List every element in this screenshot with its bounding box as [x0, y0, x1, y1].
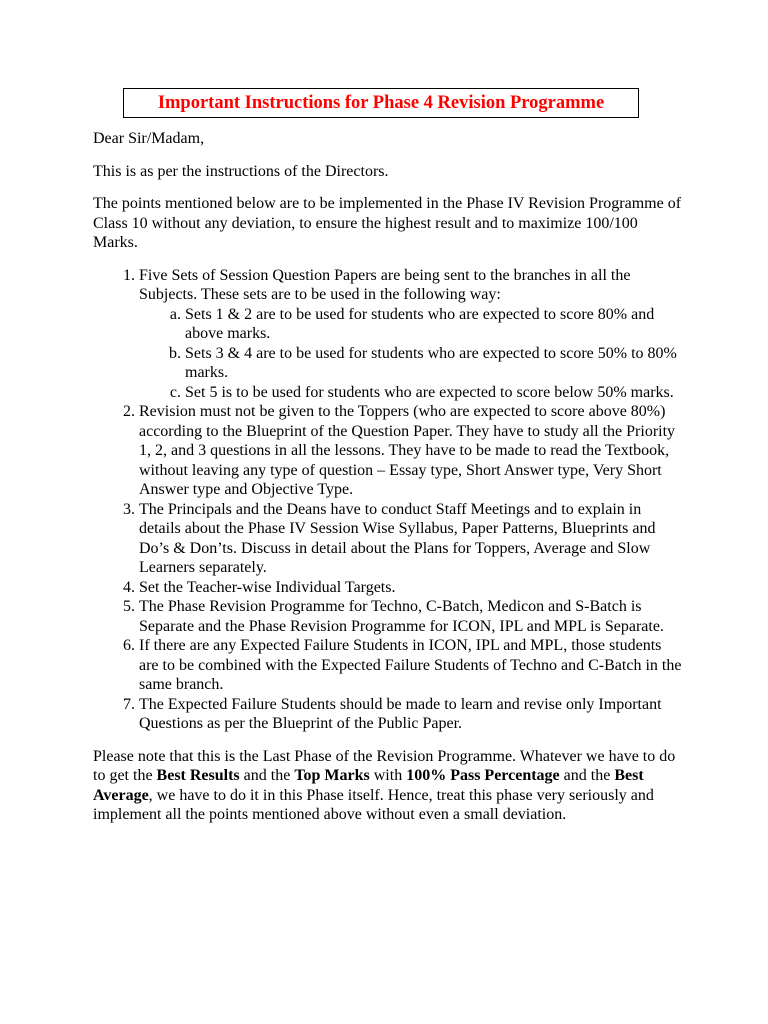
intro-paragraph-1: This is as per the instructions of the Directors. [93, 162, 389, 180]
instruction-item-2: 2. Revision must not be given to the Toppers (who are expected to score above 80%) according to the Blueprint of the Question Paper. They have to study all the Priority 1, 2, and 3 questions in all the lessons. They have to be made to read the Textbook, without leaving any type of question – Essay type, Short Answer type, Very Short Answer type and Objective Type. [139, 402, 683, 500]
instruction-item-4: 4. Set the Teacher-wise Individual Targets. [139, 578, 683, 598]
closing-bold-best-average: Best Average [93, 767, 644, 804]
closing-text-5: , we have to do it in this Phase itself. Hence, treat this phase very seriously and implement all the points mentioned above without even a small deviation. [93, 786, 654, 823]
closing-text-3: with [369, 767, 407, 784]
intro-paragraph-2: The points mentioned below are to be implemented in the Phase IV Revision Programme of Class 10 without any deviation, to ensure the highest result and to maximize 100/100 Marks. [93, 195, 682, 251]
instruction-item-3: 3. The Principals and the Deans have to conduct Staff Meetings and to explain in details about the Phase IV Session Wise Syllabus, Paper Patterns, Blueprints and Do’s & Don’ts. Discuss in detail about the Plans for Toppers, Average and Slow Learners separately. [139, 500, 683, 578]
closing-bold-best-results: Best Results [156, 767, 240, 784]
greeting: Dear Sir/Madam, [93, 130, 205, 147]
instruction-item-1 [139, 266, 683, 403]
instruction-text: Five Sets of Session Question Papers are being sent to the branches in all the Subjects. These sets are to be used in the following way: [139, 266, 631, 303]
closing-text-4: and the [559, 767, 615, 784]
closing-bold-pass-percentage: 100% Pass Percentage [406, 767, 560, 784]
sets-sublist [139, 305, 683, 403]
sub-item-a: a. Sets 1 & 2 are to be used for students who are expected to score 80% and above marks. [185, 305, 683, 344]
sub-item-c: c. Set 5 is to be used for students who are expected to score below 50% marks. [185, 383, 683, 403]
instruction-item-5: 5. The Phase Revision Programme for Techno, C-Batch, Medicon and S-Batch is Separate and the Phase Revision Programme for ICON, IPL and MPL is Separate. [139, 597, 683, 636]
closing-bold-top-marks: Top Marks [294, 767, 370, 784]
document-title: Important Instructions for Phase 4 Revision Programme [157, 92, 605, 113]
closing-text-2: and the [239, 767, 295, 784]
letter-body [93, 129, 683, 825]
instructions-list [93, 266, 683, 734]
closing-text-1: Please note that this is the Last Phase of the Revision Programme. Whatever we have to do to get the [93, 747, 676, 784]
closing-paragraph [93, 747, 683, 825]
sub-item-b: b. Sets 3 & 4 are to be used for students who are expected to score 50% to 80% marks. [185, 344, 683, 383]
instruction-item-7: 7. The Expected Failure Students should be made to learn and revise only Important Questions as per the Blueprint of the Public Paper. [139, 695, 683, 734]
title-box [123, 88, 639, 118]
instruction-item-6: 6. If there are any Expected Failure Students in ICON, IPL and MPL, those students are to be combined with the Expected Failure Students of Techno and C-Batch in the same branch. [139, 636, 683, 695]
